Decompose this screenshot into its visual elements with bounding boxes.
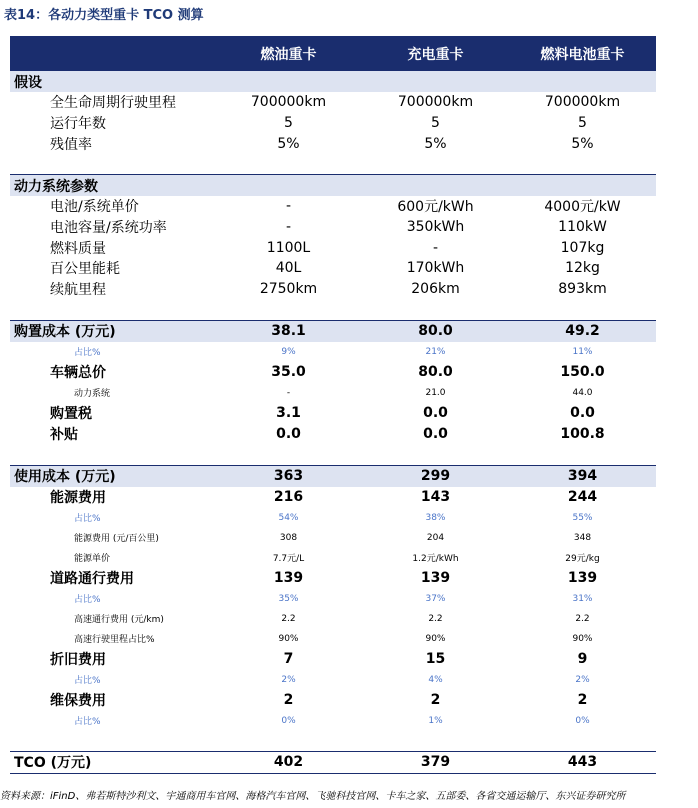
cell-diesel: 7 (283, 651, 294, 667)
cell-fuel-cell: 44.0 (572, 387, 593, 398)
table-row (10, 196, 656, 217)
cell-diesel: 139 (273, 570, 304, 586)
row-label: 能源单价 (74, 554, 111, 564)
table-row (10, 279, 656, 300)
cell-diesel: 38.1 (271, 323, 306, 339)
cell-fuel-cell: 11% (572, 346, 593, 357)
row-label: 补贴 (50, 427, 78, 443)
section-purchase-cost (10, 320, 656, 342)
row-label: 占比% (74, 348, 101, 358)
tco-total-row (10, 751, 656, 774)
table-row (10, 403, 656, 424)
cell-electric: 38% (425, 512, 446, 523)
row-label: 运行年数 (50, 116, 106, 133)
cell-fuel-cell: 394 (567, 468, 598, 484)
cell-fuel-cell: 348 (573, 532, 592, 543)
table-row (10, 568, 656, 589)
cell-electric: 21.0 (425, 387, 446, 398)
cell-diesel: - (286, 387, 291, 398)
cell-electric: 0.0 (423, 405, 448, 421)
cell-fuel-cell: 700000km (544, 94, 621, 111)
cell-diesel: 90% (278, 633, 299, 644)
section-assumptions (10, 71, 656, 92)
cell-diesel: 40L (275, 260, 302, 277)
cell-fuel-cell: 2% (575, 674, 590, 685)
cell-fuel-cell: 55% (572, 512, 593, 523)
cell-fuel-cell: 244 (567, 489, 598, 505)
table-row (10, 92, 656, 113)
header-electric: 充电重卡 (407, 46, 464, 63)
cell-fuel-cell: 443 (567, 754, 598, 770)
cell-electric: 299 (420, 468, 451, 484)
cell-diesel: 402 (273, 754, 304, 770)
cell-electric: 700000km (397, 94, 474, 111)
cell-diesel: 5 (284, 115, 293, 132)
spacer (10, 445, 656, 465)
table-row (10, 237, 656, 258)
cell-fuel-cell: 29元/kg (565, 554, 600, 564)
table-row (10, 113, 656, 134)
row-label: 续航里程 (50, 282, 106, 299)
table-row (10, 487, 656, 508)
cell-diesel: 363 (273, 468, 304, 484)
table-row (10, 133, 656, 154)
header-diesel: 燃油重卡 (260, 46, 317, 63)
cell-diesel: 35.0 (271, 364, 306, 380)
row-label: 占比% (74, 676, 101, 686)
spacer (10, 300, 656, 320)
cell-diesel: 3.1 (276, 405, 301, 421)
cell-diesel: 216 (273, 489, 304, 505)
row-label: 残值率 (50, 136, 92, 153)
cell-fuel-cell: 100.8 (560, 426, 605, 442)
row-label: 电池/系统单价 (50, 199, 139, 216)
section-label: 动力系统参数 (14, 178, 98, 195)
row-label: 购置税 (50, 406, 92, 422)
row-label: 占比% (74, 595, 101, 605)
table-header (10, 36, 656, 71)
cell-fuel-cell: 9 (577, 651, 588, 667)
cell-electric: 15 (425, 651, 446, 667)
table-row (10, 528, 656, 548)
cell-electric: 5% (424, 135, 447, 152)
table-row (10, 383, 656, 403)
cell-fuel-cell: 5 (578, 115, 587, 132)
row-label: 能源费用 (50, 490, 106, 506)
table-row (10, 217, 656, 238)
row-label: 能源费用 (元/百公里) (74, 534, 159, 544)
cell-electric: 143 (420, 489, 451, 505)
share-row (10, 342, 656, 362)
share-row (10, 711, 656, 731)
cell-fuel-cell: 5% (571, 135, 594, 152)
cell-fuel-cell: 2.2 (575, 613, 590, 624)
cell-fuel-cell: 139 (567, 570, 598, 586)
cell-electric: 170kWh (406, 260, 465, 277)
cell-diesel: 308 (279, 532, 298, 543)
row-label: 高速行驶里程占比% (74, 635, 155, 645)
cell-diesel: 0.0 (276, 426, 301, 442)
share-row (10, 589, 656, 609)
section-usage-cost (10, 465, 656, 487)
cell-electric: 21% (425, 346, 446, 357)
cell-fuel-cell: 90% (572, 633, 593, 644)
row-label: 动力系统 (74, 389, 111, 399)
cell-electric: 4% (428, 674, 443, 685)
cell-fuel-cell: 4000元/kW (544, 199, 621, 216)
spacer (10, 731, 656, 751)
cell-fuel-cell: 12kg (565, 260, 600, 277)
header-fuel-cell: 燃料电池重卡 (540, 46, 625, 63)
cell-fuel-cell: 110kW (558, 219, 607, 236)
cell-diesel: 1100L (266, 239, 311, 256)
cell-fuel-cell: 150.0 (560, 364, 605, 380)
table-title: 表14：各动力类型重卡 TCO 测算 (4, 8, 204, 23)
table-row (10, 649, 656, 670)
row-label: 占比% (74, 717, 101, 727)
cell-electric: 37% (425, 593, 446, 604)
cell-electric: 5 (431, 115, 440, 132)
table-row (10, 424, 656, 445)
cell-diesel: 0% (281, 715, 296, 726)
cell-diesel: 2.2 (281, 613, 296, 624)
cell-electric: 206km (411, 281, 460, 298)
cell-fuel-cell: 31% (572, 593, 593, 604)
row-label: 车辆总价 (50, 365, 106, 381)
cell-electric: 204 (426, 532, 445, 543)
cell-fuel-cell: 49.2 (565, 323, 600, 339)
row-label: 全生命周期行驶里程 (50, 95, 176, 112)
cell-fuel-cell: 107kg (560, 239, 605, 256)
table-row (10, 609, 656, 629)
cell-electric: 2.2 (428, 613, 443, 624)
table-row (10, 362, 656, 383)
section-powertrain (10, 174, 656, 196)
cell-diesel: - (285, 219, 292, 236)
cell-diesel: 35% (278, 593, 299, 604)
section-label: 使用成本 (万元) (14, 469, 116, 485)
cell-electric: 2 (430, 692, 441, 708)
cell-fuel-cell: 2 (577, 692, 588, 708)
share-row (10, 508, 656, 528)
source-note: 资料来源：iFinD、弗若斯特沙利文、宇通商用车官网、海格汽车官网、飞驰科技官网、卡车之家、五部委、各省交通运输厅、东兴证券研究所 (0, 791, 626, 802)
cell-fuel-cell: 0.0 (570, 405, 595, 421)
cell-diesel: - (285, 198, 292, 215)
cell-electric: 1.2元/kWh (412, 554, 459, 564)
cell-diesel: 2750km (259, 281, 318, 298)
share-row (10, 670, 656, 690)
cell-electric: 600元/kWh (397, 199, 474, 216)
cell-electric: 0.0 (423, 426, 448, 442)
section-label: 购置成本 (万元) (14, 324, 116, 340)
cell-fuel-cell: 0% (575, 715, 590, 726)
row-label: 占比% (74, 514, 101, 524)
table-row (10, 548, 656, 568)
section-label: 假设 (14, 74, 42, 91)
row-label: 道路通行费用 (50, 571, 134, 587)
cell-electric: 1% (428, 715, 443, 726)
row-label: 百公里能耗 (50, 261, 120, 278)
cell-electric: 139 (420, 570, 451, 586)
cell-diesel: 2 (283, 692, 294, 708)
cell-electric: - (432, 239, 439, 256)
row-label: 电池容量/系统功率 (50, 220, 167, 237)
cell-electric: 350kWh (406, 219, 465, 236)
cell-electric: 80.0 (418, 364, 453, 380)
cell-diesel: 54% (278, 512, 299, 523)
spacer (10, 154, 656, 174)
cell-fuel-cell: 893km (558, 281, 607, 298)
cell-electric: 80.0 (418, 323, 453, 339)
row-label: 高速通行费用 (元/km) (74, 615, 164, 625)
table-row (10, 690, 656, 711)
table-row (10, 258, 656, 279)
cell-diesel: 2% (281, 674, 296, 685)
row-label: TCO (万元) (14, 755, 92, 771)
row-label: 折旧费用 (50, 652, 106, 668)
cell-electric: 379 (420, 754, 451, 770)
cell-electric: 90% (425, 633, 446, 644)
table-row (10, 629, 656, 649)
row-label: 燃料质量 (50, 240, 106, 257)
row-label: 维保费用 (50, 693, 106, 709)
tco-table (10, 36, 656, 774)
cell-diesel: 7.7元/L (272, 554, 305, 564)
cell-diesel: 5% (277, 135, 300, 152)
cell-diesel: 700000km (250, 94, 327, 111)
cell-diesel: 9% (281, 346, 296, 357)
